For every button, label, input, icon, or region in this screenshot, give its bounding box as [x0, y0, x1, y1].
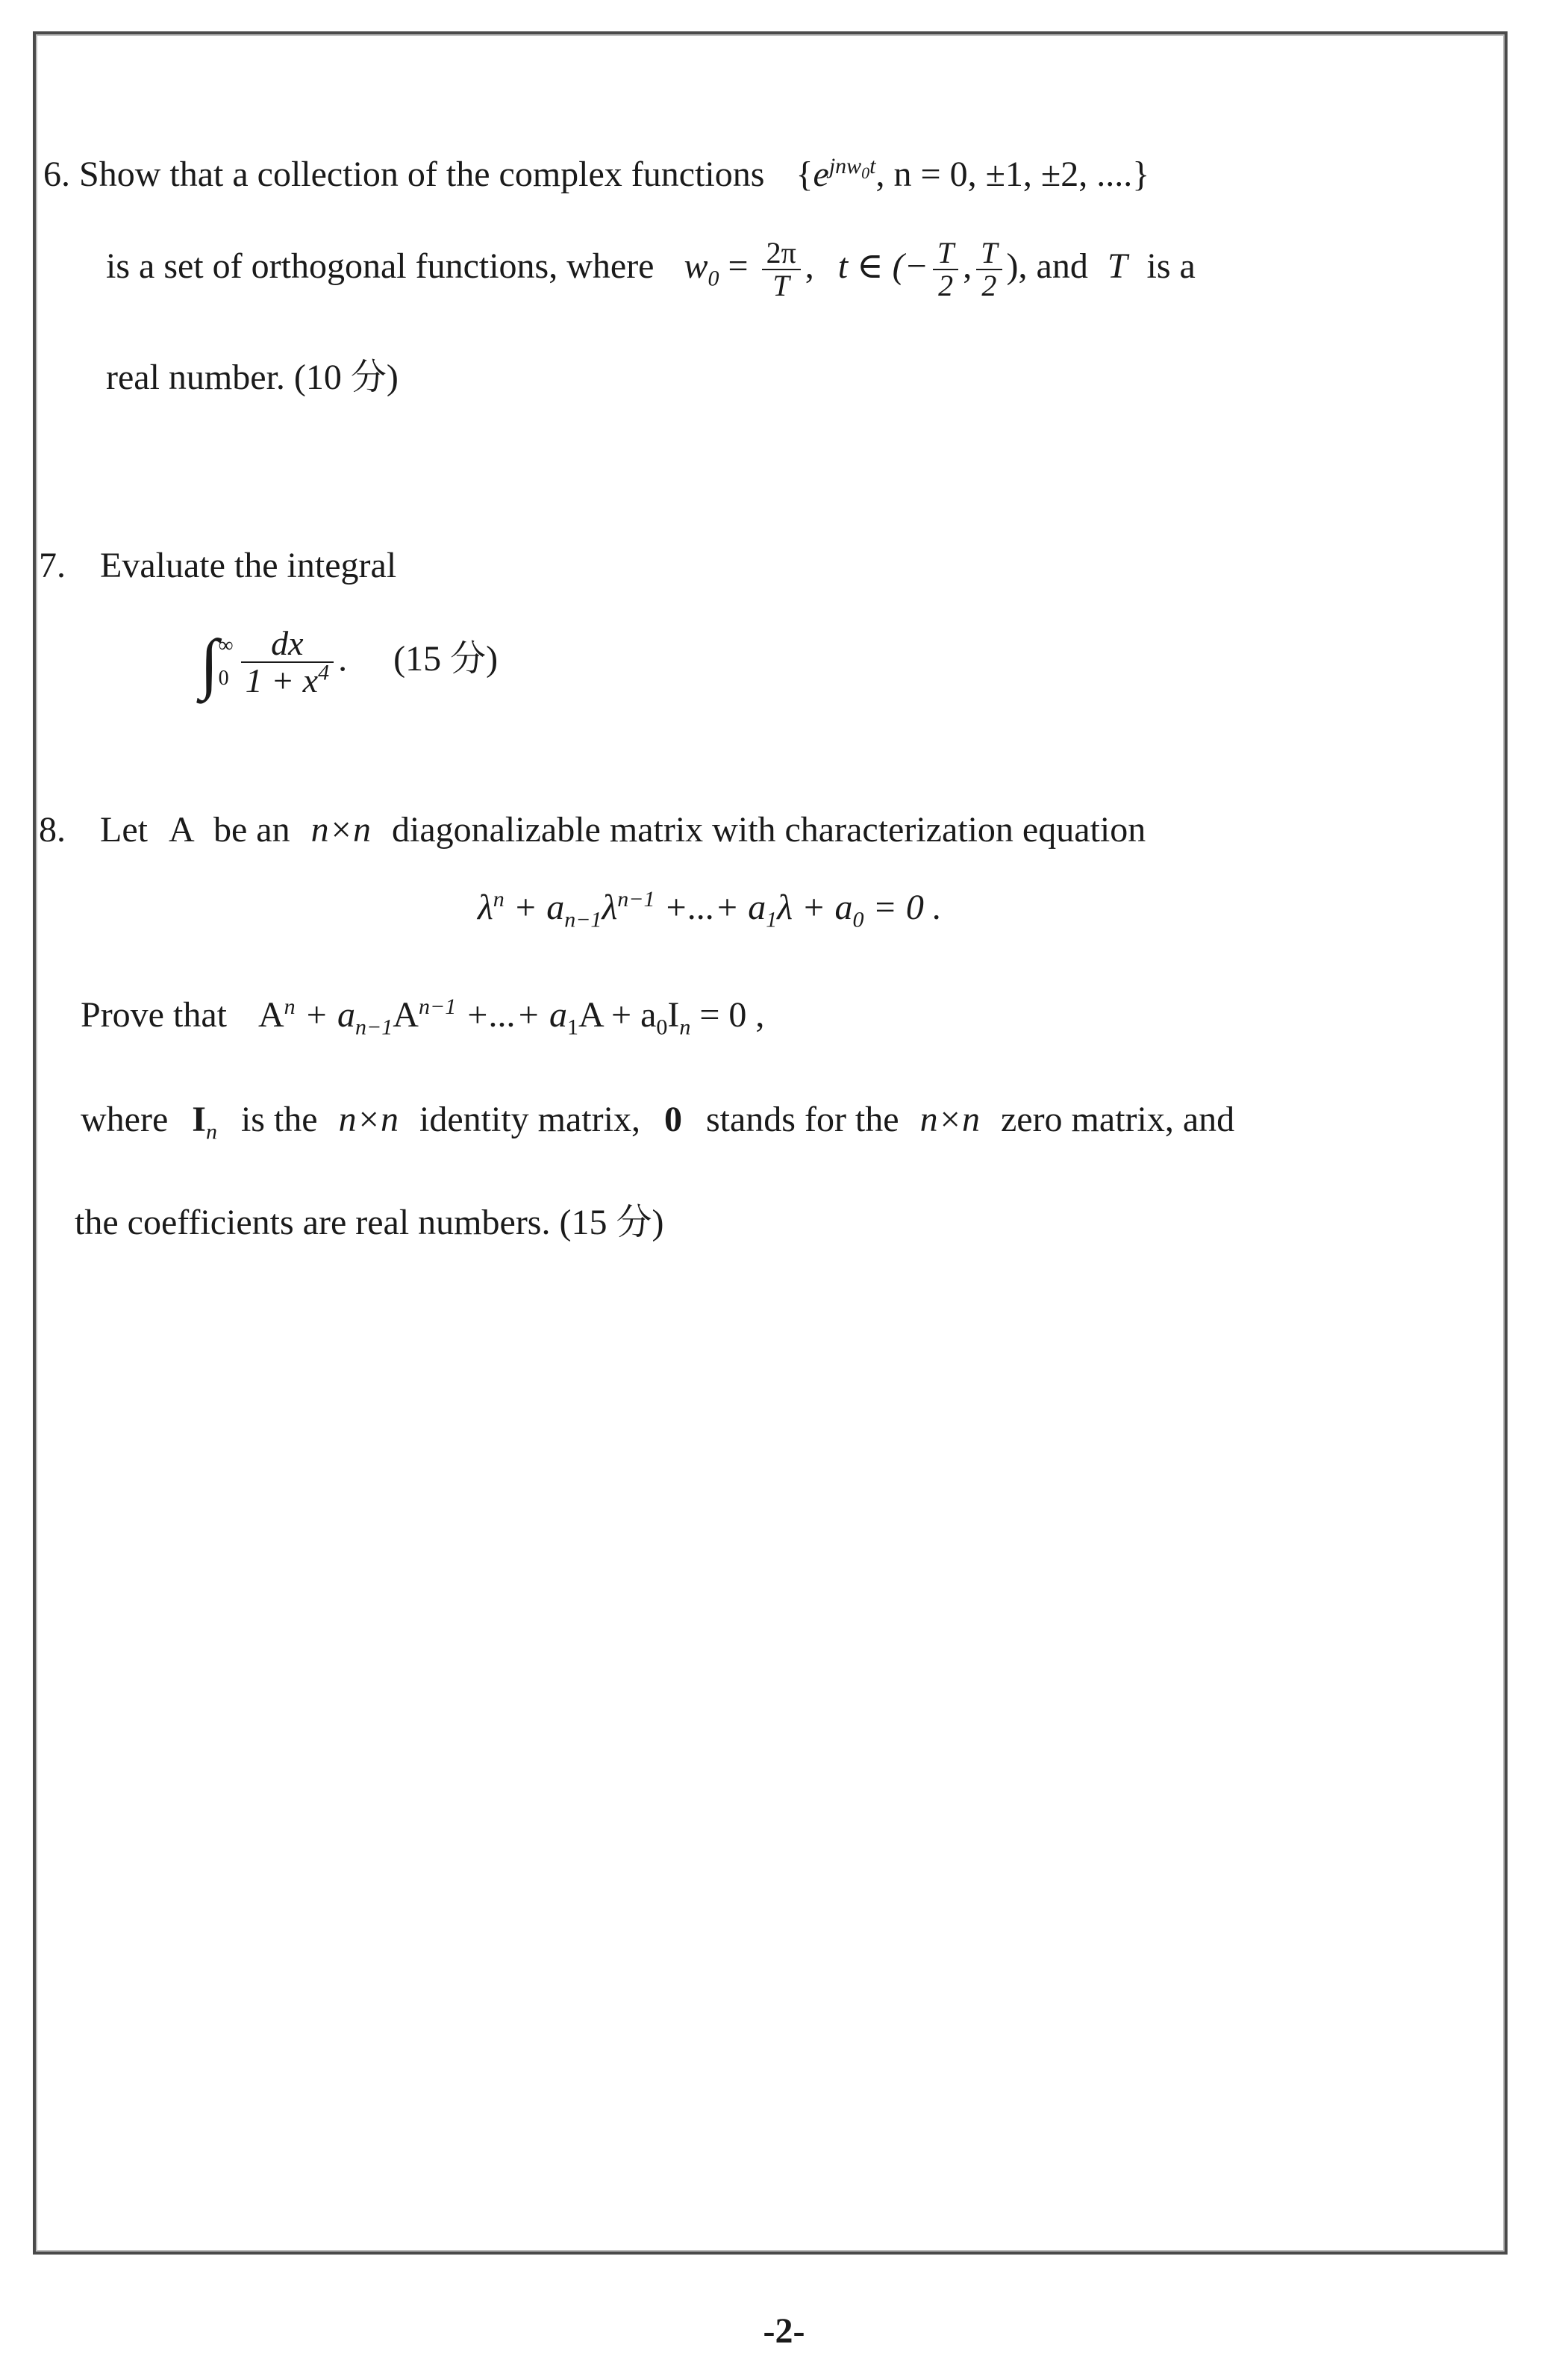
q6-line2-text: is a set of orthogonal functions, where	[106, 246, 655, 287]
q6-line3-text: real number. (10 分)	[106, 358, 399, 397]
q8-line1: 8. Let A be an n×n diagonalizable matrix with characterization equation	[39, 810, 1146, 850]
t-interval: t ∈ (−	[837, 246, 929, 287]
matrix-equation: $A^n + a_{n-1}A^{n-1}$ +...+ $a_1A + a_0I_n = 0$ ,	[257, 994, 765, 1040]
integral-sign: ∫	[200, 626, 219, 701]
q7-points: (15 分)	[393, 639, 499, 679]
page-number: -2-	[763, 2311, 805, 2351]
w0-fraction: $\frac{2\pi}{T}$	[762, 237, 801, 302]
q8-number: 8.	[39, 810, 66, 850]
q8-prove-line: Prove that $A^n + a_{n-1}A^{n-1}$ +...+ $a_1A + a_0I_n = 0$ ,	[81, 994, 765, 1040]
q7-line1-text: Evaluate the integral	[100, 546, 397, 585]
q6-line1	[43, 154, 1150, 194]
q6-set: {$e^{jnw_0t}$, n = 0, ±1, ±2, ....}	[796, 154, 1150, 194]
q8-last-line: the coefficients are real numbers. (15 分)	[75, 1203, 664, 1242]
q8-where-line: where $I_n$ is the n×n identity matrix, 0 stands for the n×n zero matrix, and	[81, 1100, 1235, 1144]
q7-number: 7.	[39, 546, 66, 585]
q6-line1-text: Show that a collection of the complex functions	[79, 155, 765, 194]
q6-line3	[106, 360, 399, 396]
q7-line1	[39, 548, 396, 584]
q7-integral: ∫ ∞ 0 $\frac{dx}{1 + x^4}$ . (15 分)	[200, 624, 499, 701]
characteristic-equation: $\lambda^n + a_{n-1}\lambda^{n-1}$ +...+ $a_1\lambda + a_0 = 0$ .	[478, 887, 942, 932]
q6-number: 6.	[43, 155, 70, 194]
q6-line2: is a set of orthogonal functions, where $w_0$ = $\frac{2\pi}{T}$ , t ∈ (− $\frac{T}{2}$ , $\frac{T}{2}$ ), and T is a	[106, 236, 1196, 302]
integrand: $\frac{dx}{1 + x^4}$	[241, 626, 334, 700]
w0-symbol: $w_0$	[684, 246, 719, 291]
